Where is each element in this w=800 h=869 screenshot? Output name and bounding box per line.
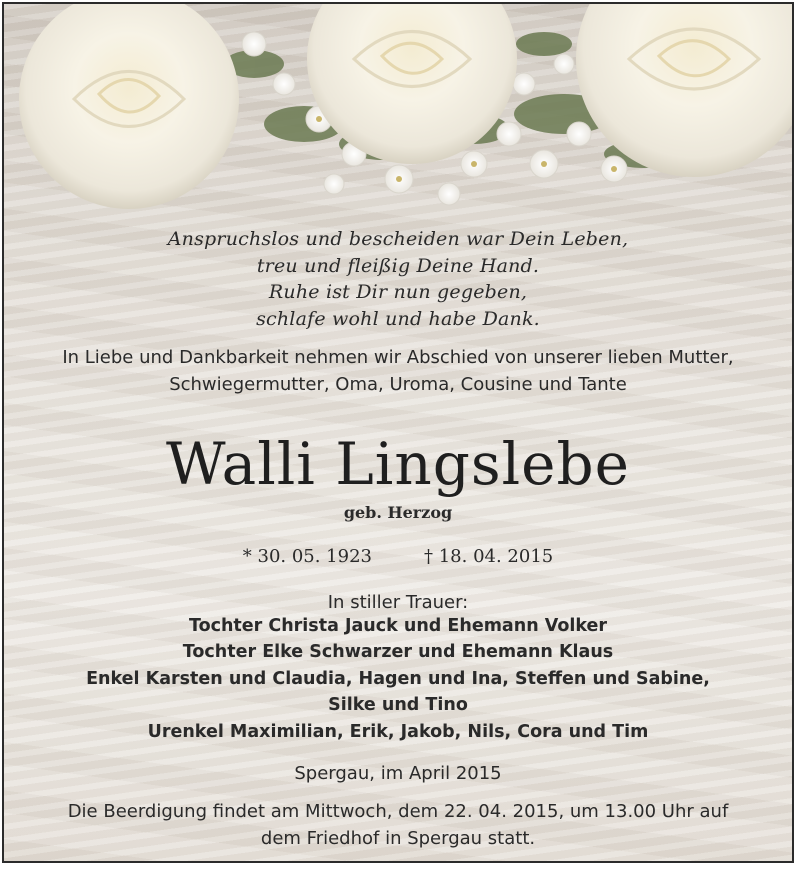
funeral-line: Die Beerdigung findet am Mittwoch, dem 22. 04. 2015, um 13.00 Uhr auf bbox=[67, 801, 729, 822]
mourner-line: Silke und Tino bbox=[328, 695, 468, 716]
mourner-line: Tochter Elke Schwarzer und Ehemann Klaus bbox=[182, 642, 614, 663]
mourner-line: Tochter Christa Jauck und Ehemann Volker bbox=[188, 616, 608, 636]
poem-line: Anspruchslos und bescheiden war Dein Leben, bbox=[167, 228, 629, 250]
life-dates bbox=[4, 544, 792, 570]
poem-line: schlafe wohl und habe Dank. bbox=[256, 307, 540, 330]
mourner-line: Urenkel Maximilian, Erik, Jakob, Nils, Cora und Tim bbox=[147, 721, 649, 742]
mourning-heading: In stiller Trauer: bbox=[327, 592, 469, 613]
deceased-name: Walli Lingslebe bbox=[166, 430, 630, 498]
birth-date: * 30. 05. 1923 bbox=[242, 546, 372, 567]
funeral-notice bbox=[4, 798, 792, 852]
intro-text bbox=[4, 344, 792, 398]
poem bbox=[4, 226, 792, 332]
poem-line: Ruhe ist Dir nun gegeben, bbox=[268, 281, 528, 303]
funeral-line: dem Friedhof in Spergau statt. bbox=[260, 828, 536, 849]
obituary-card bbox=[2, 2, 794, 863]
place-date: Spergau, im April 2015 bbox=[294, 763, 502, 784]
white-roses-flowers-image bbox=[4, 4, 792, 224]
intro-line: Schwiegermutter, Oma, Uroma, Cousine und Tante bbox=[169, 374, 627, 395]
intro-line: In Liebe und Dankbarkeit nehmen wir Abschied von unserer lieben Mutter, bbox=[62, 347, 734, 368]
mourners-list bbox=[4, 613, 792, 745]
poem-line: treu und fleißig Deine Hand. bbox=[256, 254, 540, 277]
death-date: † 18. 04. 2015 bbox=[424, 546, 554, 567]
birth-name: geb. Herzog bbox=[343, 503, 453, 522]
mourner-line: Enkel Karsten und Claudia, Hagen und Ina, Steffen und Sabine, bbox=[86, 668, 710, 689]
